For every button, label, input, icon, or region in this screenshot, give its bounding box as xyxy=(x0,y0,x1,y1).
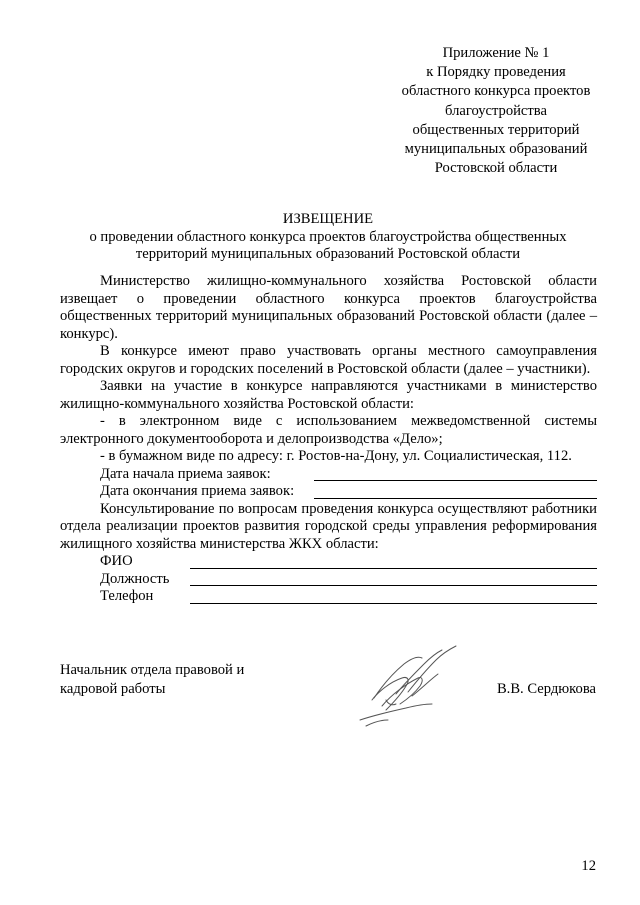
fio-row xyxy=(60,553,597,571)
notice-title xyxy=(60,211,596,264)
notice-subtitle-line: территорий муниципальных образований Ростовской области xyxy=(135,246,521,262)
end-date-label: Дата окончания приема заявок: xyxy=(100,483,295,499)
appendix-line: Ростовской области xyxy=(434,160,558,177)
phone-field[interactable] xyxy=(190,603,597,604)
fio-field[interactable] xyxy=(190,568,597,569)
signatory-name: В.В. Сердюкова xyxy=(496,681,596,697)
paragraph-participants: В конкурсе имеют право участвовать органы местного самоуправления городских округов и городских поселений в Ростовской области (далее – участники). xyxy=(60,343,597,377)
paragraph-electronic: - в электронном виде с использованием межведомственной системы электронного документооборота и делопроизводства «Дело»; xyxy=(60,413,597,447)
appendix-line: благоустройства xyxy=(445,102,547,119)
fio-label: ФИО xyxy=(100,553,133,569)
appendix-line: муниципальных образований xyxy=(404,141,588,158)
phone-label: Телефон xyxy=(100,588,154,604)
notice-body xyxy=(60,273,597,606)
signatory-position-line: Начальник отдела правовой и xyxy=(60,662,245,678)
start-date-field[interactable] xyxy=(314,480,597,481)
appendix-line: Приложение № 1 xyxy=(442,45,550,61)
end-date-field[interactable] xyxy=(314,498,597,499)
start-date-label: Дата начала приема заявок: xyxy=(100,465,271,482)
appendix-line: областного конкурса проектов xyxy=(401,83,591,100)
page-number: 12 xyxy=(581,858,596,874)
position-label: Должность xyxy=(100,570,170,587)
paragraph-paper: - в бумажном виде по адресу: г. Ростов-на-Дону, ул. Социалистическая, 112. xyxy=(100,448,572,464)
position-row xyxy=(60,571,597,589)
position-field[interactable] xyxy=(190,585,597,586)
end-date-row xyxy=(60,483,597,501)
paragraph-intro: Министерство жилищно-коммунального хозяйства Ростовской области извещает о проведении областного конкурса проектов благоустройства общественных территорий муниципальных образований Ростовской области (далее – конкурс). xyxy=(60,273,597,342)
paragraph-consulting: Консультирование по вопросам проведения конкурса осуществляют работники отдела реализации проектов развития городской среды управления реформирования жилищного хозяйства министерства ЖКХ области: xyxy=(60,500,597,552)
signatory-position xyxy=(60,661,244,699)
handwritten-signature xyxy=(352,634,464,730)
appendix-block xyxy=(380,44,612,178)
notice-subtitle-line: о проведении областного конкурса проектов благоустройства общественных xyxy=(89,228,567,245)
notice-heading: ИЗВЕЩЕНИЕ xyxy=(282,211,374,227)
signatory-position-line: кадровой работы xyxy=(60,681,166,697)
appendix-line: общественных территорий xyxy=(412,121,580,138)
paragraph-applications: Заявки на участие в конкурсе направляются участниками в министерство жилищно-коммунального хозяйства Ростовской области: xyxy=(60,378,597,412)
phone-row xyxy=(60,588,597,606)
start-date-row xyxy=(60,466,597,484)
appendix-line: к Порядку проведения xyxy=(426,64,566,81)
